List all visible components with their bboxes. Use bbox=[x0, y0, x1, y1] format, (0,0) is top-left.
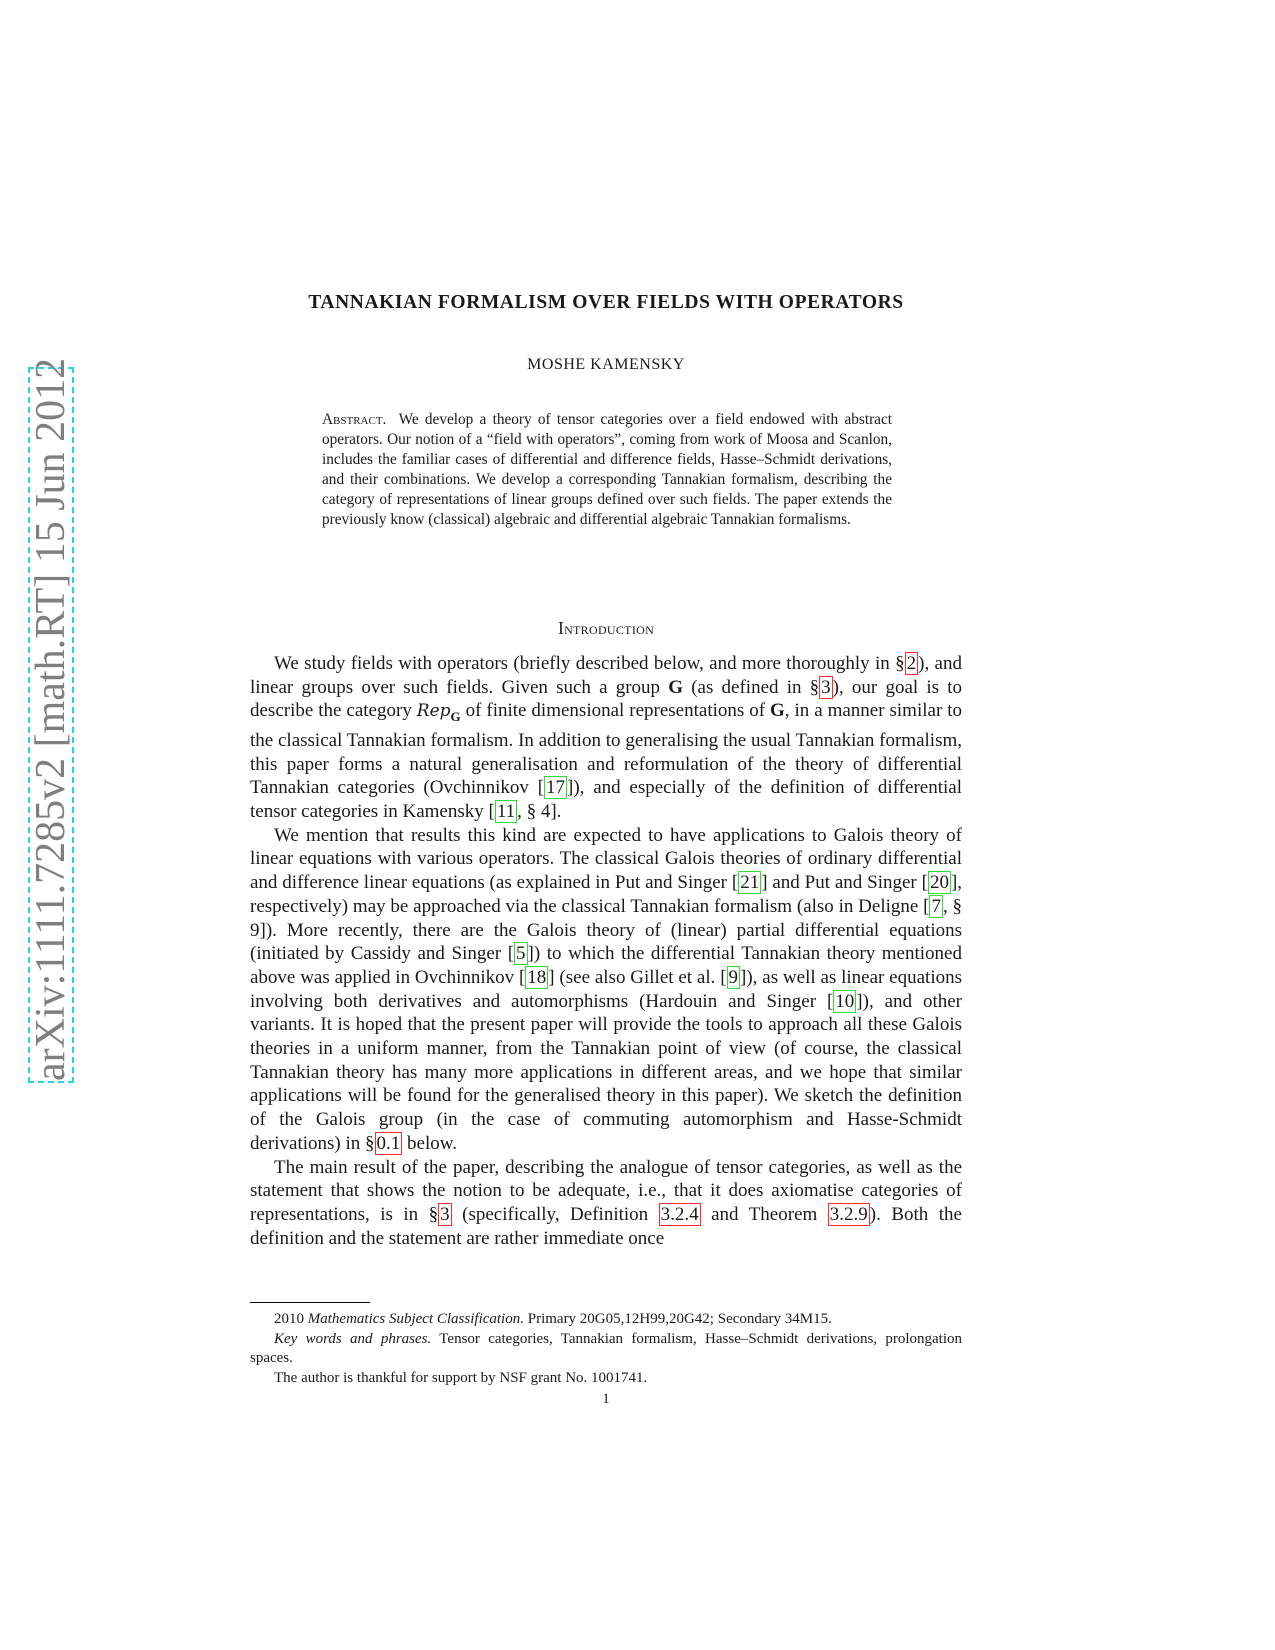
footnotes bbox=[250, 1310, 962, 1388]
abstract-text: We develop a theory of tensor categories over a field endowed with abstract operators. Our notion of a “field with operators”, coming from work of Moosa and Scanlon, includes the familiar cases of differential and difference fields, Hasse–Schmidt derivations, and their combinations. We develop a corresponding Tannakian formalism, describing the category of representations of linear groups defined over such fields. The paper extends the previously know (classical) algebraic and differential algebraic Tannakian formalisms. bbox=[322, 411, 893, 528]
citation-link[interactable]: 17 bbox=[546, 777, 566, 799]
abstract-label: Abstract. bbox=[322, 411, 387, 428]
citation-link[interactable]: 20 bbox=[929, 872, 949, 894]
paper-title: TANNAKIAN FORMALISM OVER FIELDS WITH OPERATORS bbox=[308, 292, 904, 313]
section-heading-introduction: Introduction bbox=[557, 618, 655, 638]
footnote-funding: The author is thankful for support by NSF grant No. 1001741. bbox=[274, 1369, 648, 1386]
section-link[interactable]: 3 bbox=[821, 676, 831, 698]
paragraph-1: We study fields with operators (briefly described below, and more thoroughly in § 2 ), and linear groups over such fields. Given such a group G (as defined in § 3 ), our goal is to describe the category Rep$_G$ of finite dimensional representations of G, in a manner similar to the classical Tannakian formalism. In addition to generalising the usual Tannakian formalism, this paper forms a natural generalisation and reformulation of the theory of differential Tannakian categories (Ovchinnikov [ 17 ]), and especially of the definition of differential tensor categories in Kamensky [ 11 , § 4]. bbox=[250, 653, 963, 823]
paragraph-2: We mention that results this kind are expected to have applications to Galois theory of linear equations with various operators. The classical Galois theories of ordinary differential and difference linear equations (as explained in Put and Singer [ 21 ] and Put and Singer [ 20 ], respectively) may be approached via the classical Tannakian formalism (also in Deligne [ 7 , § 9]). More recently, there are the Galois theory of (linear) partial differential equations (initiated by Cassidy and Singer [ 5 ]) to which the differential Tannakian theory mentioned above was applied in Ovchinnikov [ 18 ] (see also Gillet et al. [ 9 ]), as well as linear equations involving both derivatives and automorphisms (Hardouin and Singer [ 10 ]), and other variants. It is hoped that the present paper will provide the tools to approach all these Galois theories in a uniform manner, from the Tannakian point of view (of course, the classical Tannakian theory has many more applications in different areas, and we hope that similar applications will be found for the generalised theory in this paper). We sketch the definition of the Galois group (in the case of commuting automorphism and Hasse-Schmidt derivations) in § 0.1 below. bbox=[250, 824, 963, 1154]
citation-link[interactable]: 11 bbox=[496, 801, 516, 823]
definition-link[interactable]: 3.2.4 bbox=[660, 1203, 699, 1225]
abstract bbox=[322, 410, 892, 530]
citation-link[interactable]: 10 bbox=[835, 990, 855, 1012]
section-link[interactable]: 0.1 bbox=[376, 1132, 401, 1154]
section-link[interactable]: 2 bbox=[906, 653, 917, 674]
page-number: 1 bbox=[602, 1391, 610, 1407]
group-symbol: G bbox=[668, 676, 684, 698]
paragraph-3: The main result of the paper, describing the analogue of tensor categories, as well as the statement that shows the notion to be adequate, i.e., that it does axiomatise categories of representations, is in § 3 (specifically, Definition 3.2.4 and Theorem 3.2.9 ). Both the definition and the statement are rather immediate once bbox=[250, 1156, 962, 1249]
citation-link[interactable]: 7 bbox=[931, 895, 941, 917]
paper-author: MOSHE KAMENSKY bbox=[527, 356, 685, 373]
citation-link[interactable]: 18 bbox=[527, 966, 547, 988]
rep-category-symbol: Rep bbox=[416, 701, 451, 722]
theorem-link[interactable]: 3.2.9 bbox=[829, 1203, 868, 1225]
citation-link[interactable]: 5 bbox=[516, 943, 526, 965]
arxiv-stamp bbox=[28, 357, 74, 1083]
footnote-keywords: Key words and phrases. Tensor categories, Tannakian formalism, Hasse–Schmidt derivations, prolongation spaces. bbox=[250, 1330, 962, 1367]
section-link[interactable]: 3 bbox=[440, 1203, 450, 1225]
footnote-msc: 2010 Mathematics Subject Classification. Primary 20G05,12H99,20G42; Secondary 34M15. bbox=[274, 1311, 832, 1327]
footnote-rule bbox=[250, 1302, 370, 1303]
citation-link[interactable]: 9 bbox=[728, 966, 739, 988]
body-text bbox=[250, 652, 962, 1250]
citation-link[interactable]: 21 bbox=[740, 872, 760, 894]
arxiv-identifier[interactable]: arXiv:1111.7285v2 [math.RT] 15 Jun 2012 bbox=[28, 357, 74, 1081]
